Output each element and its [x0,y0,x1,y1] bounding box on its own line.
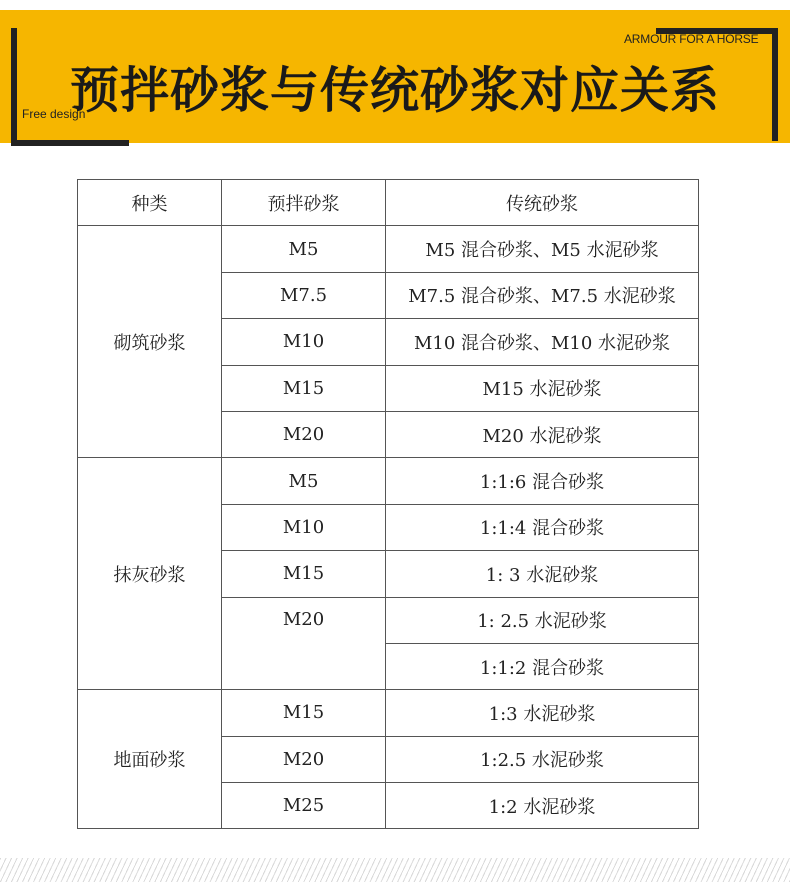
table-header-row [78,180,699,226]
traditional-cell: 1:1:4 混合砂浆 [386,504,699,550]
premix-cell: M15 [222,365,386,411]
premix-cell: M15 [222,551,386,597]
header-category: 种类 [78,180,222,226]
traditional-cell: 1: 2.5 水泥砂浆 [386,597,699,643]
traditional-cell: 1:3 水泥砂浆 [386,690,699,736]
category-cell: 地面砂浆 [78,690,222,829]
premix-cell: M20 [222,411,386,457]
traditional-cell: 1:2.5 水泥砂浆 [386,736,699,782]
premix-cell: M5 [222,458,386,504]
tagline-right: ARMOUR FOR A HORSE [624,32,759,46]
page-title: 预拌砂浆与传统砂浆对应关系 [69,62,720,119]
traditional-cell: 1:1:2 混合砂浆 [386,643,699,689]
premix-cell: M5 [222,226,386,272]
table-row [78,458,699,504]
mortar-correspondence-table [77,179,699,829]
premix-cell: M25 [222,783,386,829]
premix-cell: M10 [222,319,386,365]
corner-bracket-left-base [11,140,129,146]
category-cell: 抹灰砂浆 [78,458,222,690]
premix-cell: M15 [222,690,386,736]
header-premix: 预拌砂浆 [222,180,386,226]
footer-stripes [0,858,790,882]
category-cell: 砌筑砂浆 [78,226,222,458]
table-row [78,226,699,272]
traditional-cell: M10 混合砂浆、M10 水泥砂浆 [386,319,699,365]
traditional-cell: 1:2 水泥砂浆 [386,783,699,829]
tagline-left: Free design [22,107,86,121]
premix-cell: M20 [222,597,386,690]
traditional-cell: M7.5 混合砂浆、M7.5 水泥砂浆 [386,272,699,318]
premix-cell: M10 [222,504,386,550]
traditional-cell: M15 水泥砂浆 [386,365,699,411]
traditional-cell: 1:1:6 混合砂浆 [386,458,699,504]
traditional-cell: M5 混合砂浆、M5 水泥砂浆 [386,226,699,272]
premix-cell: M20 [222,736,386,782]
traditional-cell: 1: 3 水泥砂浆 [386,551,699,597]
traditional-cell: M20 水泥砂浆 [386,411,699,457]
header-traditional: 传统砂浆 [386,180,699,226]
premix-cell: M7.5 [222,272,386,318]
table-row [78,690,699,736]
